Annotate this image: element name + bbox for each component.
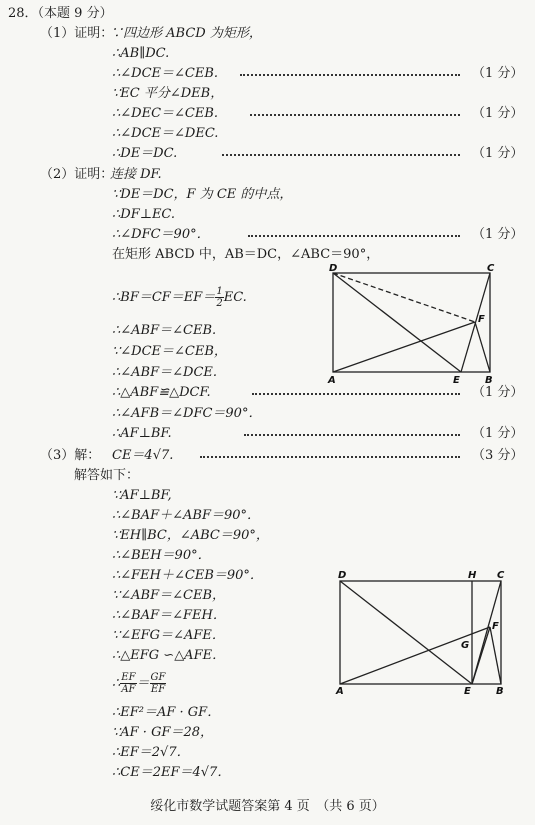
part2-line-8: ∵∠DCE＝∠CEB， xyxy=(112,344,227,359)
part3-line-10 xyxy=(112,672,166,695)
part2-line-11: ∴∠AFB＝∠DFC＝90°． xyxy=(112,406,262,421)
part3-line-13: ∴EF＝2√7． xyxy=(112,745,190,760)
frac-denominator: AF xyxy=(121,684,136,695)
segment-fb xyxy=(475,322,490,372)
question-header: 28．（本题 9 分） xyxy=(8,6,113,21)
rectangle-abcd xyxy=(333,273,490,372)
part3-line-11: ∴EF²＝AF · GF． xyxy=(112,705,221,720)
frac-numerator: GF xyxy=(150,672,166,683)
part2-line-4: ∴∠DFC＝90°． xyxy=(112,227,210,242)
part3-line-14: ∴CE＝2EF＝4√7． xyxy=(112,765,231,780)
part2-line-10: ∴△ABF≌△DCF. xyxy=(112,385,211,400)
part2-line-3: ∴DF⊥EC. xyxy=(112,207,176,222)
label-d: D xyxy=(329,263,338,274)
part3-line-3: ∵EH∥BC，∠ABC＝90°， xyxy=(112,528,269,543)
part2-line-2: ∵DE＝DC，F 为 CE 的中点， xyxy=(112,187,293,202)
dot-leader xyxy=(222,154,460,156)
label-f: F xyxy=(492,621,499,632)
segment-af xyxy=(340,627,490,684)
score-4: （1 分） xyxy=(472,227,524,242)
part2-line-9: ∴∠ABF＝∠DCE. xyxy=(112,365,218,380)
label-h: H xyxy=(468,570,477,581)
part3-line-9: ∴△EFG ∽△AFE． xyxy=(112,648,226,663)
part1-line-6: ∴∠DCE＝∠DEC. xyxy=(112,126,219,141)
frac-numerator: EF xyxy=(121,672,136,683)
segment-df-dashed xyxy=(333,273,475,322)
dot-leader xyxy=(244,434,460,436)
part3-subtitle: 解答如下： xyxy=(74,468,140,483)
part1-line-1: ∵四边形 ABCD 为矩形， xyxy=(110,26,262,41)
part2-line-6 xyxy=(112,286,247,309)
part2-label: （2）证明： xyxy=(40,167,114,182)
score-7: （3 分） xyxy=(472,448,524,463)
part1-line-5: ∴∠DEC＝∠CEB. xyxy=(112,106,219,121)
part3-line-5: ∴∠FEH＋∠CEB＝90°． xyxy=(112,568,263,583)
fraction-half xyxy=(215,286,223,309)
dot-leader xyxy=(250,114,460,116)
part3-line-12: ∵AF · GF＝28， xyxy=(112,725,214,740)
score-2: （1 分） xyxy=(472,106,524,121)
part1-line-7: ∴DE＝DC. xyxy=(112,146,178,161)
part1-line-3: ∴∠DCE＝∠CEB. xyxy=(112,66,219,81)
fraction-ef-af xyxy=(120,672,136,695)
dot-leader xyxy=(252,393,460,395)
page-footer: 绥化市数学试题答案第 4 页 （共 6 页） xyxy=(150,799,385,814)
label-g: G xyxy=(461,640,470,651)
score-6: （1 分） xyxy=(472,426,524,441)
therefore-symbol: ∴ xyxy=(112,676,121,691)
frac-denominator: 2 xyxy=(216,298,223,309)
score-3: （1 分） xyxy=(472,146,524,161)
fraction-gf-ef xyxy=(150,672,167,695)
part2-line-7: ∴∠ABF＝∠CEB. xyxy=(112,323,217,338)
label-c: C xyxy=(487,263,495,274)
label-d: D xyxy=(338,570,347,581)
score-1: （1 分） xyxy=(472,66,524,81)
score-5: （1 分） xyxy=(472,385,524,400)
label-b: B xyxy=(485,375,493,386)
label-e: E xyxy=(464,686,471,697)
segment-af xyxy=(333,322,475,372)
part3-line-2: ∴∠BAF＋∠ABF＝90°． xyxy=(112,508,261,523)
label-e: E xyxy=(453,375,460,386)
frac-numerator: 1 xyxy=(216,286,223,297)
dot-leader xyxy=(200,456,460,458)
part3-line-1: ∵AF⊥BF, xyxy=(112,488,172,503)
geometry-figure-1 xyxy=(325,262,505,384)
frac-denominator: EF xyxy=(150,684,166,695)
segment-ef xyxy=(472,627,490,684)
part1-line-2: ∴AB∥DC. xyxy=(112,46,170,61)
label-a: A xyxy=(328,375,336,386)
label-f: F xyxy=(478,314,485,325)
part1-label: （1）证明： xyxy=(40,26,114,41)
dot-leader xyxy=(248,235,460,237)
equals-sign: ＝ xyxy=(136,676,150,691)
label-a: A xyxy=(336,686,344,697)
part2-line-6a: ∴BF＝CF＝EF＝ xyxy=(112,290,216,305)
part2-line-12: ∴AF⊥BF. xyxy=(112,426,172,441)
segment-fb xyxy=(490,627,501,684)
segment-de xyxy=(333,273,461,372)
part2-line-5: 在矩形 ABCD 中，AB＝DC，∠ABC＝90°， xyxy=(112,247,380,262)
part3-line-7: ∴∠BAF＝∠FEH． xyxy=(112,608,226,623)
part3-label: （3）解： xyxy=(40,448,101,463)
part2-line-6b: EC. xyxy=(223,290,247,305)
dot-leader xyxy=(240,74,460,76)
part1-line-4: ∵EC 平分∠DEB， xyxy=(112,86,224,101)
part3-line-6: ∵∠ABF＝∠CEB， xyxy=(112,588,226,603)
part3-answer: CE＝4√7. xyxy=(112,448,174,463)
part3-line-8: ∵∠EFG＝∠AFE． xyxy=(112,628,225,643)
part2-line-1: 连接 DF. xyxy=(110,167,162,182)
label-c: C xyxy=(497,570,505,581)
geometry-figure-2 xyxy=(333,567,513,695)
segment-de xyxy=(340,581,472,684)
label-b: B xyxy=(496,686,504,697)
part3-line-4: ∴∠BEH＝90°． xyxy=(112,548,211,563)
